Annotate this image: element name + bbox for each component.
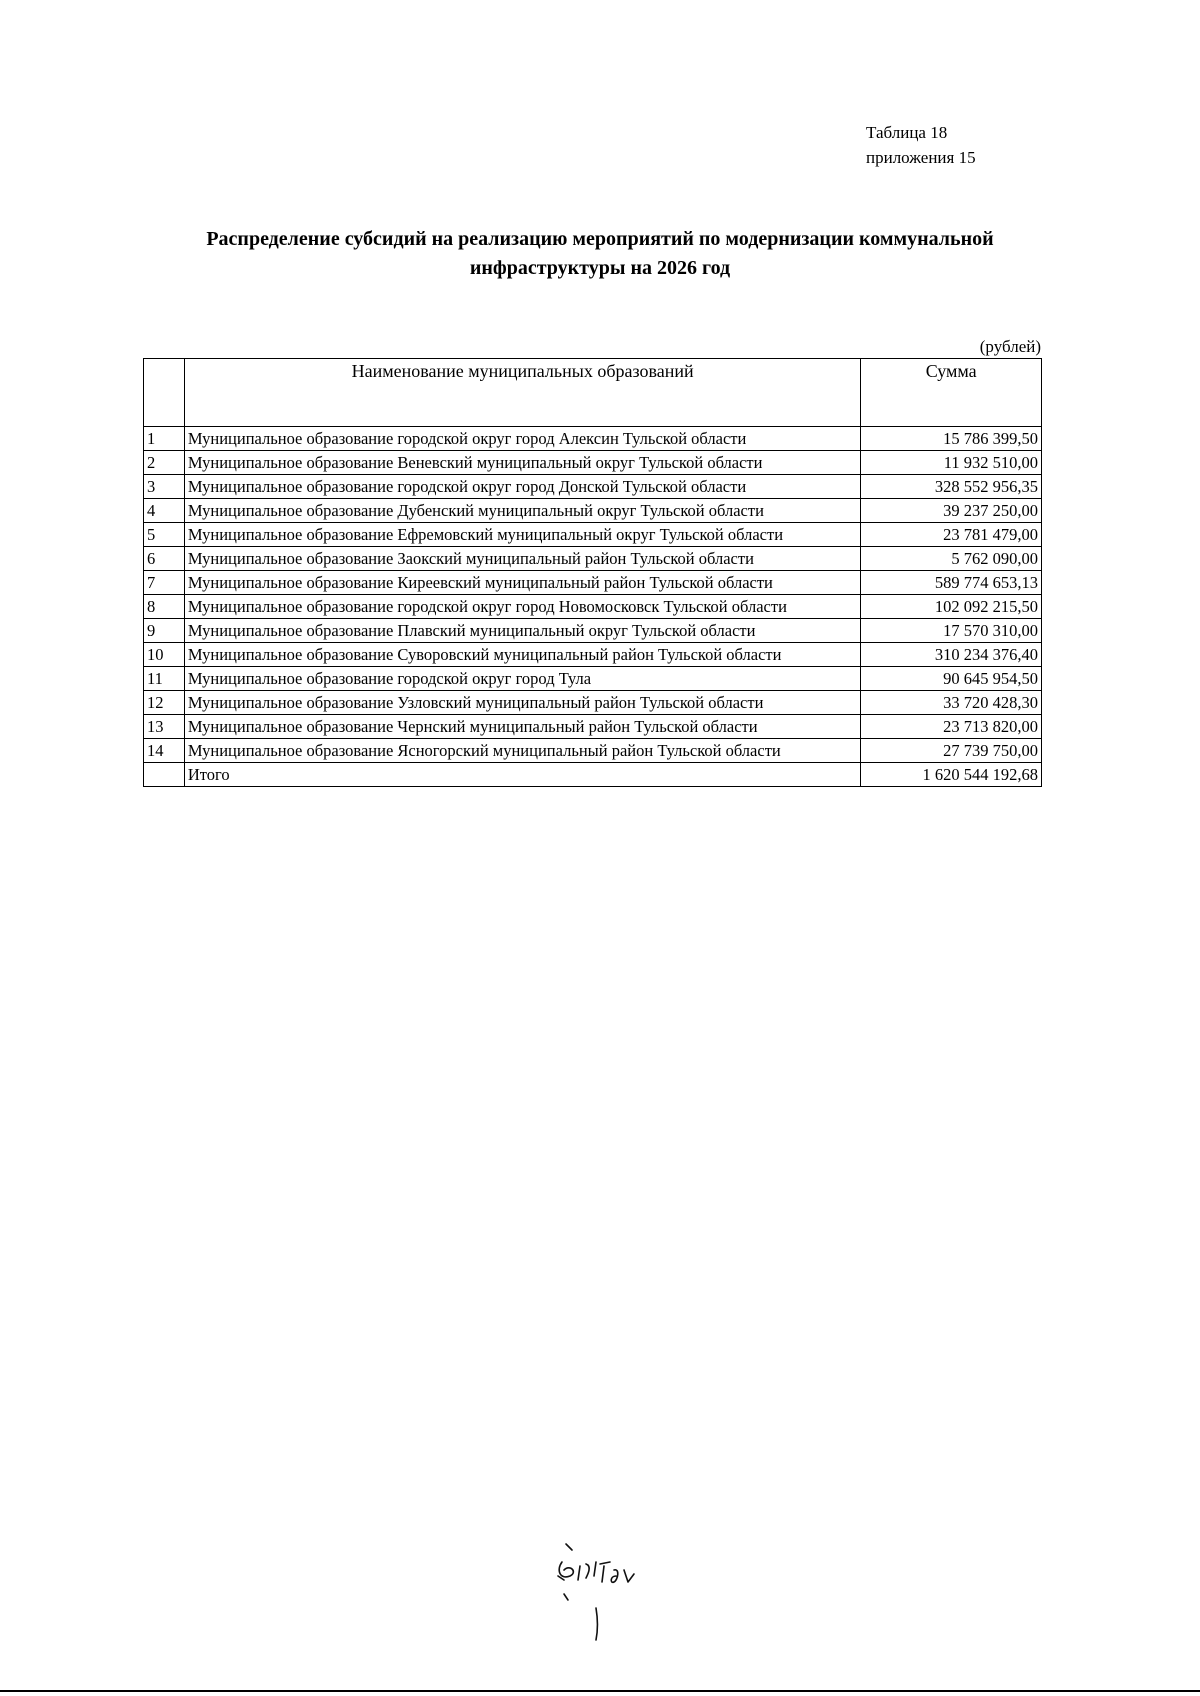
total-label: Итого	[184, 763, 861, 787]
table-row	[144, 427, 1042, 451]
subsidy-sum: 5 762 090,00	[861, 547, 1042, 571]
subsidy-sum: 589 774 653,13	[861, 571, 1042, 595]
table-number: Таблица 18	[866, 123, 948, 142]
units-label: (рублей)	[979, 337, 1041, 356]
subsidy-sum: 328 552 956,35	[861, 475, 1042, 499]
subsidy-sum: 15 786 399,50	[861, 427, 1042, 451]
total-row	[144, 763, 1042, 787]
row-number: 12	[144, 691, 185, 715]
table-row	[144, 595, 1042, 619]
document-title	[140, 225, 1060, 283]
row-number: 1	[144, 427, 185, 451]
document-title-line-2: инфраструктуры на 2026 год	[469, 257, 731, 279]
municipality-name: Муниципальное образование Веневский муниципальный округ Тульской области	[184, 451, 861, 475]
header-number	[144, 359, 185, 427]
table-row	[144, 571, 1042, 595]
table-row	[144, 667, 1042, 691]
municipality-name: Муниципальное образование городской округ город Тула	[184, 667, 861, 691]
municipality-name: Муниципальное образование Ясногорский муниципальный район Тульской области	[184, 739, 861, 763]
table-row	[144, 451, 1042, 475]
subsidy-sum: 33 720 428,30	[861, 691, 1042, 715]
row-number: 2	[144, 451, 185, 475]
header-sum: Сумма	[861, 359, 1042, 427]
row-number: 13	[144, 715, 185, 739]
subsidy-sum: 11 932 510,00	[861, 451, 1042, 475]
row-number: 4	[144, 499, 185, 523]
document-title-line-1: Распределение субсидий на реализацию мероприятий по модернизации коммунальной	[206, 228, 994, 250]
table-row	[144, 475, 1042, 499]
municipality-name: Муниципальное образование Ефремовский муниципальный округ Тульской области	[184, 523, 861, 547]
row-number: 10	[144, 643, 185, 667]
municipality-name: Муниципальное образование городской округ город Алексин Тульской области	[184, 427, 861, 451]
table-header-row	[144, 359, 1042, 427]
municipality-name: Муниципальное образование городской округ город Новомосковск Тульской области	[184, 595, 861, 619]
subsidy-sum: 310 234 376,40	[861, 643, 1042, 667]
municipality-name: Муниципальное образование Узловский муниципальный район Тульской области	[184, 691, 861, 715]
table-row	[144, 619, 1042, 643]
subsidy-sum: 39 237 250,00	[861, 499, 1042, 523]
municipality-name: Муниципальное образование Чернский муниципальный район Тульской области	[184, 715, 861, 739]
subsidy-sum: 27 739 750,00	[861, 739, 1042, 763]
row-number: 7	[144, 571, 185, 595]
row-number: 14	[144, 739, 185, 763]
total-number	[144, 763, 185, 787]
table-row	[144, 643, 1042, 667]
municipality-name: Муниципальное образование Плавский муниципальный округ Тульской области	[184, 619, 861, 643]
total-sum: 1 620 544 192,68	[861, 763, 1042, 787]
row-number: 6	[144, 547, 185, 571]
table-row	[144, 499, 1042, 523]
municipality-name: Муниципальное образование Дубенский муниципальный округ Тульской области	[184, 499, 861, 523]
row-number: 11	[144, 667, 185, 691]
row-number: 9	[144, 619, 185, 643]
appendix-number: приложения 15	[866, 148, 976, 167]
municipality-name: Муниципальное образование Суворовский муниципальный район Тульской области	[184, 643, 861, 667]
table-row	[144, 715, 1042, 739]
page-bottom-rule	[0, 1690, 1200, 1692]
subsidy-sum: 102 092 215,50	[861, 595, 1042, 619]
municipality-name: Муниципальное образование городской округ город Донской Тульской области	[184, 475, 861, 499]
table-reference	[866, 120, 976, 170]
row-number: 3	[144, 475, 185, 499]
row-number: 5	[144, 523, 185, 547]
row-number: 8	[144, 595, 185, 619]
municipality-name: Муниципальное образование Заокский муниципальный район Тульской области	[184, 547, 861, 571]
header-municipality-name: Наименование муниципальных образований	[184, 359, 861, 427]
municipality-name: Муниципальное образование Киреевский муниципальный район Тульской области	[184, 571, 861, 595]
table-row	[144, 523, 1042, 547]
subsidy-sum: 23 713 820,00	[861, 715, 1042, 739]
subsidies-table	[143, 358, 1042, 787]
table-row	[144, 739, 1042, 763]
table-body	[144, 427, 1042, 763]
subsidy-sum: 90 645 954,50	[861, 667, 1042, 691]
table-row	[144, 547, 1042, 571]
subsidy-sum: 23 781 479,00	[861, 523, 1042, 547]
table-row	[144, 691, 1042, 715]
subsidy-sum: 17 570 310,00	[861, 619, 1042, 643]
signature-mark	[548, 1540, 668, 1650]
